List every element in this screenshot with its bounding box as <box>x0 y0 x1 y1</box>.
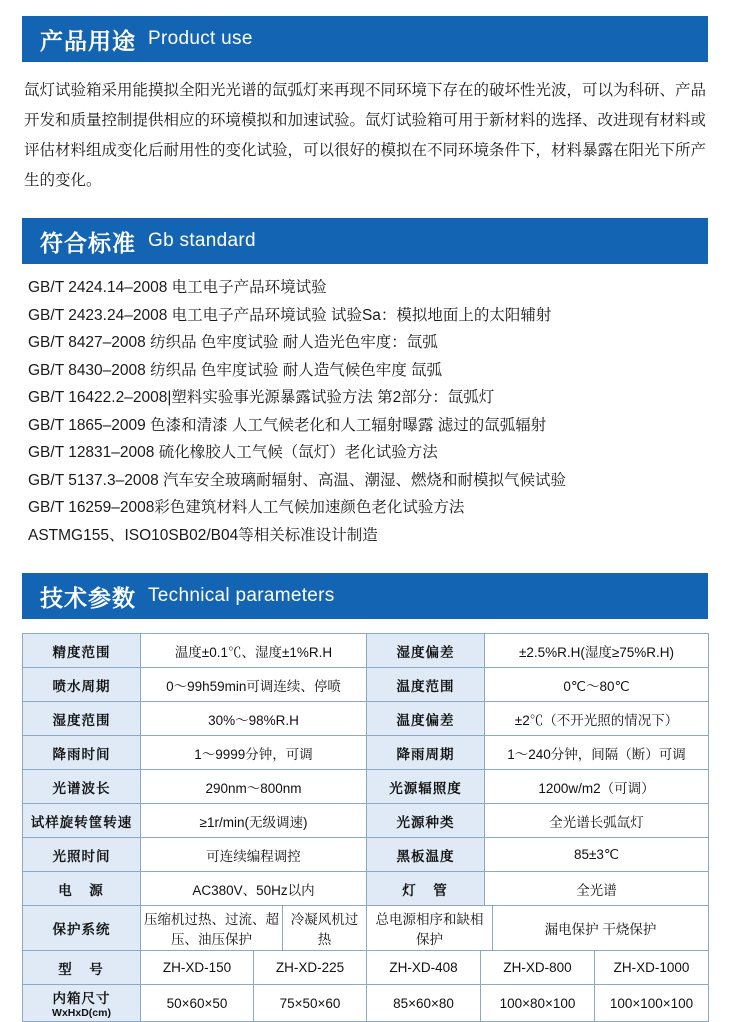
row-value: 全光谱长弧氙灯 <box>485 804 709 838</box>
section-title-en: Product use <box>148 28 253 49</box>
section-title-cn: 符合标准 <box>40 229 136 256</box>
row-label-model: 型 号 <box>23 951 141 985</box>
row-value: 1～240分钟，间隔（断）可调 <box>485 736 709 770</box>
row-label: 降雨时间 <box>23 736 141 770</box>
table-row <box>23 634 709 668</box>
table-row-protection <box>23 906 709 951</box>
list-item: GB/T 16422.2–2008|塑料实验事光源暴露试验方法 第2部分：氙弧灯 <box>28 389 495 406</box>
row-label: 喷水周期 <box>23 668 141 702</box>
row-label: 降雨周期 <box>367 736 485 770</box>
row-value: 290nm～800nm <box>141 770 367 804</box>
table-row <box>23 702 709 736</box>
table-row-model <box>23 951 709 985</box>
list-item: GB/T 2424.14–2008 电工电子产品环境试验 <box>28 279 327 296</box>
row-value: 0～99h59min可调连续、停喷 <box>141 668 367 702</box>
protection-value: 总电源相序和缺相保护 <box>367 906 493 951</box>
row-label: 光源种类 <box>367 804 485 838</box>
section-title-en: Gb standard <box>148 230 256 251</box>
section-header-gb-standard <box>22 218 708 264</box>
row-label: 温度偏差 <box>367 702 485 736</box>
protection-value: 压缩机过热、过流、超压、油压保护 <box>141 906 283 951</box>
inner-size-sublabel: WxHxD(cm) <box>52 1007 111 1019</box>
row-value: 0℃～80℃ <box>485 668 709 702</box>
model-value: ZH-XD-225 <box>254 951 367 985</box>
protection-value: 冷凝风机过热 <box>283 906 367 951</box>
row-value: 可连续编程调控 <box>141 838 367 872</box>
row-value: 30%～98%R.H <box>141 702 367 736</box>
row-value: 1～9999分钟，可调 <box>141 736 367 770</box>
protection-value: 漏电保护 干烧保护 <box>493 906 709 951</box>
protection-model-size-table <box>22 905 709 951</box>
table-row <box>23 872 709 906</box>
row-value: 85±3℃ <box>485 838 709 872</box>
product-use-paragraph: 氙灯试验箱采用能摸拟全阳光光谱的氙弧灯来再现不同环境下存在的破坏性光波，可以为科研、产品开发和质量控制提供相应的环境模拟和加速试验。氙灯试验箱可用于新材料的选择、改进现有材料或评估材料组成变化后耐用性的变化试验，可以很好的模拟在不同环境条件下，材料暴露在阳光下所产生的变化。 <box>24 82 707 189</box>
list-item: GB/T 5137.3–2008 汽车安全玻璃耐辐射、高温、潮湿、燃烧和耐模拟气候试验 <box>28 471 567 489</box>
row-label: 电 源 <box>23 872 141 906</box>
inner-size-value: 75×50×60 <box>254 985 367 1022</box>
table-row <box>23 736 709 770</box>
document-page <box>0 16 730 1022</box>
inner-size-value: 85×60×80 <box>367 985 481 1022</box>
row-label: 光源辐照度 <box>367 770 485 804</box>
row-label: 光谱波长 <box>23 770 141 804</box>
list-item: ASTMG155、ISO10SB02/B04等相关标准设计制造 <box>28 526 378 544</box>
section-title-cn: 技术参数 <box>40 584 136 611</box>
list-item: GB/T 12831–2008 硫化橡胶人工气候（氙灯）老化试验方法 <box>28 444 438 461</box>
inner-size-value: 50×60×50 <box>141 985 254 1022</box>
technical-parameters-table <box>22 633 709 906</box>
model-value: ZH-XD-150 <box>141 951 254 985</box>
model-size-table <box>22 950 709 1022</box>
row-label: 试样旋转筐转速 <box>23 804 141 838</box>
row-value: AC380V、50Hz以内 <box>141 872 367 906</box>
model-value: ZH-XD-408 <box>367 951 481 985</box>
table-row <box>23 668 709 702</box>
row-label: 光照时间 <box>23 838 141 872</box>
inner-size-value: 100×100×100 <box>595 985 709 1022</box>
row-value: 温度±0.1℃、湿度±1%R.H <box>141 634 367 668</box>
model-value: ZH-XD-800 <box>481 951 595 985</box>
section-header-technical-parameters <box>22 573 708 619</box>
table-row <box>23 804 709 838</box>
table-row <box>23 770 709 804</box>
inner-size-label: 内箱尺寸 <box>52 991 111 1006</box>
row-label: 灯 管 <box>367 872 485 906</box>
list-item: GB/T 8427–2008 纺织品 色牢度试验 耐人造光色牢度：氙弧 <box>28 334 438 351</box>
row-value: ≥1r/min(无级调速) <box>141 804 367 838</box>
row-label: 湿度偏差 <box>367 634 485 668</box>
model-value: ZH-XD-1000 <box>595 951 709 985</box>
standards-list <box>22 264 708 557</box>
row-value: 1200w/m2（可调） <box>485 770 709 804</box>
list-item: GB/T 1865–2009 色漆和清漆 人工气候老化和人工辐射曝露 滤过的氙弧辐射 <box>28 416 547 434</box>
section-header-product-use <box>22 16 708 62</box>
row-value: ±2.5%R.H(湿度≥75%R.H) <box>485 634 709 668</box>
row-value: ±2℃（不开光照的情况下） <box>485 702 709 736</box>
section-title-en: Technical parameters <box>148 585 335 606</box>
row-label-inner-size <box>23 985 141 1022</box>
table-row <box>23 838 709 872</box>
inner-size-value: 100×80×100 <box>481 985 595 1022</box>
table-row-inner-size <box>23 985 709 1022</box>
row-label-protection: 保护系统 <box>23 906 141 951</box>
row-label: 温度范围 <box>367 668 485 702</box>
list-item: GB/T 16259–2008彩色建筑材料人工气候加速颜色老化试验方法 <box>28 499 465 516</box>
list-item: GB/T 8430–2008 纺织品 色牢度试验 耐人造气候色牢度 氙弧 <box>28 361 443 379</box>
row-label: 湿度范围 <box>23 702 141 736</box>
section-title-cn: 产品用途 <box>40 27 136 54</box>
row-value: 全光谱 <box>485 872 709 906</box>
row-label: 黑板温度 <box>367 838 485 872</box>
list-item: GB/T 2423.24–2008 电工电子产品环境试验 试验Sa：模拟地面上的太阳辅射 <box>28 306 552 324</box>
row-label: 精度范围 <box>23 634 141 668</box>
